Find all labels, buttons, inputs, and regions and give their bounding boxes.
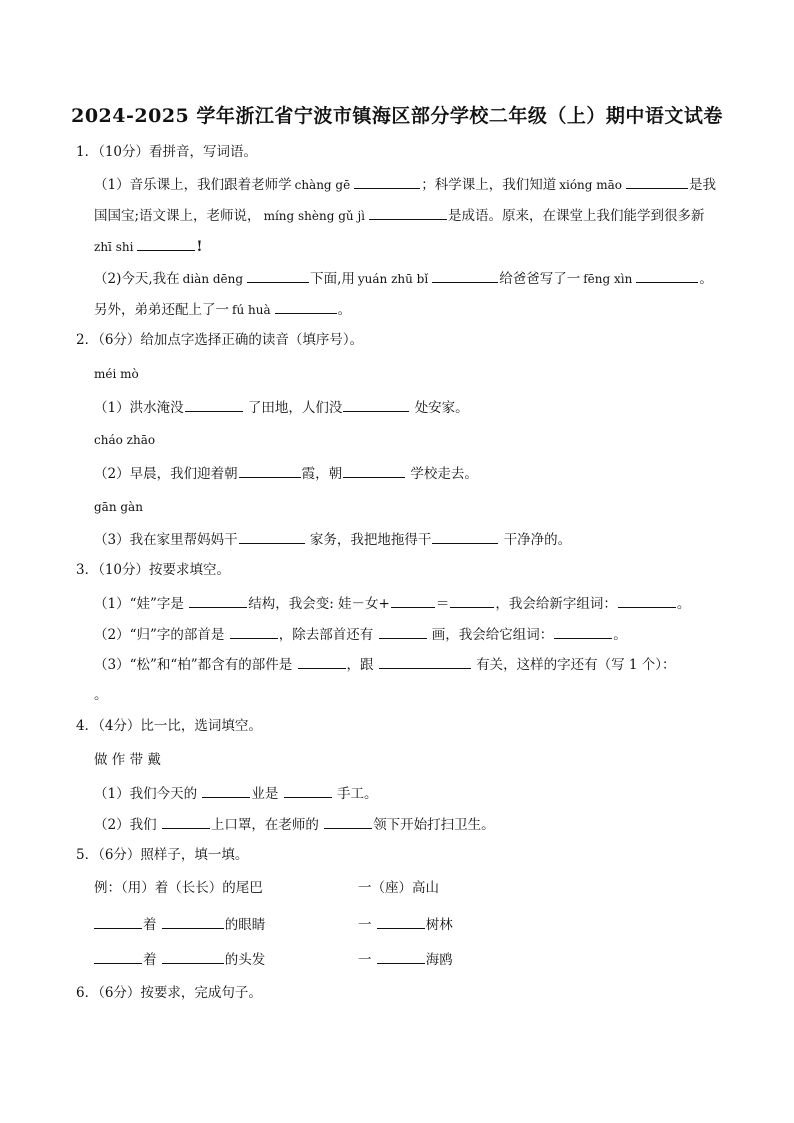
q4-line-2: （2）我们 上口罩，在老师的 领下开始打扫卫生。: [94, 814, 495, 835]
answer-blank[interactable]: [162, 914, 224, 929]
q3-line-1: （1）“娃”字是 结构，我会变: 娃－女+ ＝ ，我会给新字组词： 。: [94, 593, 690, 614]
answer-blank[interactable]: [185, 397, 243, 412]
q2-line-3: （3）我在家里帮妈妈干 家务，我把地拖得干 干净净的。: [94, 529, 571, 550]
q2-line-2: （2）早晨，我们迎着朝 霞，朝 学校走去。: [94, 463, 478, 484]
q5-example-right: 一（座）高山: [358, 880, 439, 896]
answer-blank[interactable]: [554, 624, 612, 639]
answer-blank[interactable]: [247, 268, 309, 283]
q2-heading: 2．（6分）给加点字选择正确的读音（填序号）。: [76, 332, 364, 348]
q4-word-choices: 做 作 带 戴: [94, 752, 161, 768]
answer-blank[interactable]: [239, 529, 305, 544]
answer-blank[interactable]: [230, 624, 278, 639]
answer-blank[interactable]: [391, 593, 435, 608]
answer-blank[interactable]: [379, 624, 427, 639]
answer-blank[interactable]: [137, 236, 195, 251]
q6-heading: 6．（6分）按要求，完成句子。: [76, 985, 262, 1001]
q2-pinyin-1: méi mò: [94, 367, 139, 381]
q1-line-1: （1）音乐课上，我们跟着老师学 chàng gē ；科学课上，我们知道 xióng māo 是我: [94, 174, 716, 195]
answer-blank[interactable]: [343, 397, 409, 412]
q1-line-4: （2)今天,我在 diàn dēng 下面,用 yuán zhū bǐ 给爸爸写了一 fēng xìn 。: [94, 268, 713, 289]
answer-blank[interactable]: [298, 654, 346, 669]
answer-blank[interactable]: [202, 783, 250, 798]
answer-blank[interactable]: [450, 593, 494, 608]
answer-blank[interactable]: [636, 268, 698, 283]
q5-row-2-left: 着 的头发: [94, 949, 265, 970]
q3-line-3: （3）“松”和“柏”都含有的部件是 ，跟 有关，这样的字还有（写 1 个）：: [94, 654, 676, 675]
answer-blank[interactable]: [377, 914, 425, 929]
answer-blank[interactable]: [618, 593, 676, 608]
answer-blank[interactable]: [354, 174, 420, 189]
q1-heading: 1．（10分）看拼音，写词语。: [76, 144, 258, 160]
answer-blank[interactable]: [343, 463, 405, 478]
answer-blank[interactable]: [275, 299, 337, 314]
q1-line-5: 另外，弟弟还配上了一 fú huà 。: [94, 299, 351, 320]
q3-heading: 3．（10分）按要求填空。: [76, 562, 231, 578]
answer-blank[interactable]: [432, 268, 498, 283]
q5-row-1-right: 一 树林: [358, 914, 453, 935]
answer-blank[interactable]: [377, 949, 425, 964]
answer-blank[interactable]: [284, 783, 332, 798]
answer-blank[interactable]: [369, 205, 447, 220]
answer-blank[interactable]: [324, 814, 372, 829]
q1-line-2: 国国宝;语文课上，老师说， míng shèng gǔ jì 是成语。原来，在课堂上我们能学到很多新: [94, 205, 705, 226]
answer-blank[interactable]: [239, 463, 301, 478]
q1-line-3: zhī shi !: [94, 236, 202, 257]
q2-pinyin-2: cháo zhāo: [94, 433, 156, 447]
q3-line-2: （2）“归”字的部首是 ，除去部首还有 画，我会给它组词： 。: [94, 624, 627, 645]
page-title: 2024-2025 学年浙江省宁波市镇海区部分学校二年级（上）期中语文试卷: [71, 105, 723, 127]
answer-blank[interactable]: [189, 593, 247, 608]
q5-heading: 5．（6分）照样子，填一填。: [76, 847, 249, 863]
q5-row-2-right: 一 海鸥: [358, 949, 453, 970]
answer-blank[interactable]: [94, 949, 142, 964]
answer-blank[interactable]: [162, 949, 224, 964]
q3-line-3-end: 。: [94, 687, 108, 703]
q4-heading: 4．（4分）比一比，选词填空。: [76, 718, 262, 734]
answer-blank[interactable]: [379, 654, 471, 669]
answer-blank[interactable]: [162, 814, 210, 829]
answer-blank[interactable]: [626, 174, 688, 189]
q4-line-1: （1）我们今天的 业是 手工。: [94, 783, 377, 804]
q5-row-1-left: 着 的眼睛: [94, 914, 265, 935]
q2-line-1: （1）洪水淹没 了田地，人们没 处安家。: [94, 397, 469, 418]
q5-example-left: 例：（用）着（长长）的尾巴: [94, 880, 263, 896]
answer-blank[interactable]: [432, 529, 498, 544]
q2-pinyin-3: gān gàn: [94, 500, 143, 514]
answer-blank[interactable]: [94, 914, 142, 929]
